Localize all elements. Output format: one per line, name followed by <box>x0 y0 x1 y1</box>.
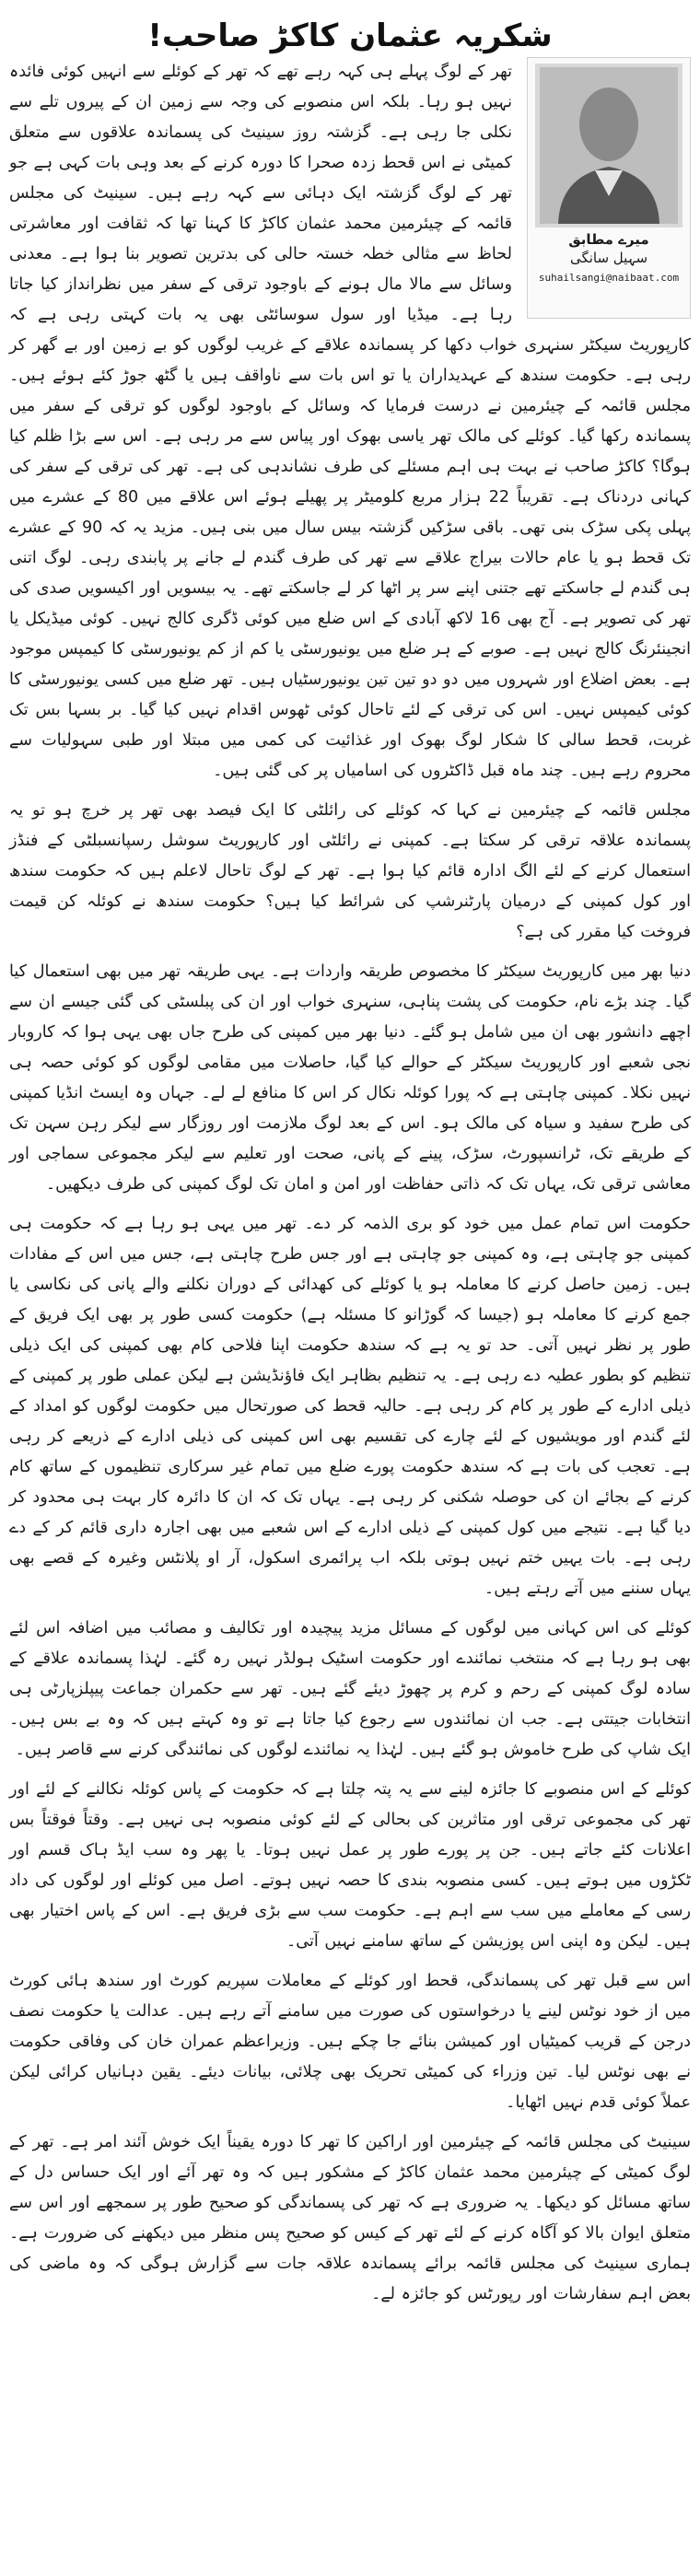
article-paragraph: مجلس قائمہ کے چیئرمین نے کہا کہ کوئلے کی رائلٹی کا ایک فیصد بھی تھر پر خرچ ہو تو یہ پسماندہ علاقہ ترقی کر سکتا ہے۔ کمپنی نے رائلٹی اور کارپوریٹ سوشل رسپانسبلٹی کے فنڈز استعمال کرنے کے لئے الگ ادارہ قائم کیا ہوا ہے۔ تھر کے لوگ تاحال لاعلم ہیں کہ حکومت سندھ اور کول کمپنی کے درمیان پارٹنرشپ کی شرائط کیا ہیں؟ حکومت سندھ نے کوئلہ کن قیمت فروخت کیا مقرر کی ہے؟ <box>9 801 691 941</box>
article-paragraph: سینیٹ کی مجلس قائمہ کے چیئرمین اور اراکین کا تھر کا دورہ یقیناً ایک خوش آئند امر ہے۔ تھر کے لوگ کمیٹی کے چیئرمین محمد عثمان کاکڑ کے مشکور ہیں کہ وہ تھر آئے اور ایک حساس دل کے ساتھ مسائل کو دیکھا۔ یہ ضروری ہے کہ تھر کی پسماندگی کو صحیح طور پر سمجھے اور اس سے متعلق ایوان بالا کو آگاہ کرنے کے لئے تھر کے کیس کو صحیح پس منظر میں دیکھنے کی ضرورت ہے۔ ہماری سینیٹ کی مجلس قائمہ برائے پسماندہ علاقہ جات سے گزارش ہوگی کہ وہ ماضی کی بعض اہم سفارشات اور رپورٹس کو جائزہ لے۔ <box>9 2133 691 2303</box>
article-title: شکریہ عثمان کاکڑ صاحب! <box>147 17 553 54</box>
article-paragraph: دنیا بھر میں کارپوریٹ سیکٹر کا مخصوص طریقہ واردات ہے۔ یہی طریقہ تھر میں بھی استعمال کیا گیا۔ چند بڑے نام، حکومت کی پشت پناہی، سنہری خواب اور ان کی پبلسٹی کی گئی جیسے ان سے اچھے دانشور بھی ان میں شامل ہو گئے۔ دنیا بھر میں کمپنی کی طرح جاں بھی یہی ہوا کہ کاروبار نجی شعبے اور کارپوریٹ سیکٹر کے حوالے کیا گیا، حاصلات میں مقامی لوگوں کو کوئی حصہ ہی نہیں نکلا۔ کمپنی چاہتی ہے کہ پورا کوئلہ نکال کر اس کا منافع لے لے۔ جہاں وہ ایسٹ انڈیا کمپنی کی طرح سفید و سیاہ کی مالک ہو۔ اس کے بعد لوگ ملازمت اور روزگار سے لیکر رہن سہن تک کے طریقے تک، ٹرانسپورٹ، سڑک، پینے کے پانی، صحت اور تعلیم سے لیکر مجموعی سماجی اور معاشی ترقی تک، یہاں تک کہ ذاتی حفاظت اور امن و امان تک لوگ کمپنی کی طرف دیکھیں۔ <box>9 962 691 1194</box>
author-email[interactable]: suhailsangi@naibaat.com <box>538 272 680 284</box>
article-body <box>9 57 691 2319</box>
article-paragraph: حکومت اس تمام عمل میں خود کو بری الذمہ کر دے۔ تھر میں یہی ہو رہا ہے کہ حکومت ہی کمپنی جو چاہتی ہے، وہ کمپنی جو چاہتی ہے اور جس طرح چاہتی ہے، جس میں اس کے مفادات ہیں۔ زمین حاصل کرنے کا معاملہ ہو یا کوئلے کی کھدائی کے دوران نکلنے والے پانی کی نکاسی یا جمع کرنے کا معاملہ ہو (جیسا کہ گوڑانو کا مسئلہ ہے) حکومت کسی طور پر بھی ایک فریق کے طور پر نظر نہیں آتی۔ حد تو یہ ہے کہ سندھ حکومت اپنا فلاحی کام بھی کمپنی کی ایک ذیلی تنظیم کو بطور عطیہ دے رہی ہے۔ یہ تنظیم بظاہر ایک فاؤنڈیشن ہے لیکن عملی طور پر کمپنی کے ذیلی ادارے کے طور پر کام کر رہی ہے۔ حالیہ قحط کی صورتحال میں حکومت لوگوں کو امداد کے لئے گندم اور مویشیوں کے لئے چارے کی تقسیم بھی اس کمپنی کی ذیلی ادارے کے ذریعے کر رہی ہے۔ تعجب کی بات ہے کہ سندھ حکومت پورے ضلع میں تمام غیر سرکاری تنظیموں کے ساتھ کام کرنے کے بجائے ان کی حوصلہ شکنی کر رہی ہے۔ یہاں تک کہ ان کا دائرہ کار بہت ہی محدود کر دیا گیا ہے۔ نتیجے میں کول کمپنی کے ذیلی ادارے کے اس شعبے میں بھی اجارہ داری قائم کر کے دے رہی ہے۔ بات یہیں ختم نہیں ہوتی بلکہ اب پرائمری اسکول، آر او پلانٹس وغیرہ کے قصے بھی یہاں سننے میں آتے رہتے ہیں۔ <box>9 1215 691 1598</box>
article-paragraph: اس سے قبل تھر کی پسماندگی، قحط اور کوئلے کے معاملات سپریم کورٹ اور سندھ ہائی کورٹ میں از خود نوٹس لینے یا درخواستوں کی صورت میں سامنے آتے رہے ہیں۔ عدالت یا حکومت نصف درجن کے قریب کمیٹیاں اور کمیشن بنائے جا چکے ہیں۔ وزیراعظم عمران خان کی وفاقی حکومت نے بھی نوٹس لیا۔ تین وزراء کی کمیٹی تحریک بھی چلائی، بیانات دیئے۔ یقین دہانیاں کرائی لیکن عملاً کوئی قدم نہیں اٹھایا۔ <box>9 1972 691 2112</box>
column-name: میرے مطابق <box>568 231 649 248</box>
article-paragraph: کوئلے کے اس منصوبے کا جائزہ لینے سے یہ پتہ چلتا ہے کہ حکومت کے پاس کوئلہ نکالنے کے لئے اور تھر کی مجموعی ترقی اور متاثرین کی بحالی کے لئے کوئی منصوبہ ہی نہیں ہے۔ وقتاً فوقتاً بس اعلانات کئے جاتے ہیں۔ جن پر پورے طور پر عمل نہیں ہوتا۔ یا پھر وہ سب ایڈ ہاک قسم اور ٹکڑوں میں ہوتے ہیں۔ کسی منصوبہ بندی کا حصہ نہیں ہوتے۔ اصل میں کوئلے اور لوگوں کی داد رسی کے معاملے میں سب سے اہم ہے۔ حکومت سب سے بڑی فریق ہے۔ اس کے پاس اختیار بھی ہیں۔ لیکن وہ اپنی اس پوزیشن کے ساتھ سامنے نہیں آتی۔ <box>9 1780 691 1951</box>
article-paragraph: تھر کے لوگ پہلے ہی کہہ رہے تھے کہ تھر کے کوئلے سے انہیں کوئی فائدہ نہیں ہو رہا۔ بلکہ اس منصوبے کی وجہ سے زمین ان کے پیروں تلے سے نکلی جا رہی ہے۔ گزشتہ روز سینیٹ کی پسماندہ علاقوں سے متعلق کمیٹی نے اس قحط زدہ صحرا کا دورہ کرنے کے بعد وہی بات کہی ہے جو تھر کے لوگ گزشتہ ایک دہائی سے کہہ رہے ہیں۔ سینیٹ کی مجلس قائمہ کے چیئرمین محمد عثمان کاکڑ کا کہنا تھا کہ ثقافت اور معاشرتی لحاظ سے مثالی خطہ خستہ حالی کی بدترین تصویر بنا ہوا ہے۔ معدنی وسائل سے مالا مال ہونے کے باوجود ترقی کے سفر میں نظرانداز کیا جاتا رہا ہے۔ میڈیا اور سول سوسائٹی بھی یہ بات کہتی رہی ہے کہ کارپوریٹ سیکٹر سنہری خواب دکھا کر پسماندہ علاقے کے غریب لوگوں کو بے زمین اور بے گھر کر رہی ہے۔ حکومت سندھ کے عہدیداران یا تو اس بات سے ناواقف ہیں یا گٹھ جوڑ کئے ہوئے ہیں۔ مجلس قائمہ کے چیئرمین نے درست فرمایا کہ وسائل کے باوجود لوگوں کو ترقی کے سفر میں پسماندہ رکھا گیا۔ کوئلے کی مالک تھر یاسی بھوک اور پیاس سے مر رہی ہے۔ اس سے بڑا ظلم کیا ہوگا؟ کاکڑ صاحب نے بہت ہی اہم مسئلے کی طرف نشاندہی کی ہے۔ تھر کی ترقی کے سفر کی کہانی دردناک ہے۔ تقریباً 22 ہزار مربع کلومیٹر پر پھیلے ہوئے اس علاقے میں 80 کے عشرے میں پہلی پکی سڑک بنی تھی۔ باقی سڑکیں گزشتہ بیس سال میں بنی ہیں۔ مزید یہ کہ 90 کے عشرے تک قحط ہو یا عام حالات بیراج علاقے سے تھر کی طرف گندم لے جانے پر پابندی رہی۔ لوگ اتنی ہی گندم لے جاسکتے تھے جتنی اپنے سر پر اٹھا کر لے جاسکتے تھے۔ یہ بیسویں اور اکیسویں صدی کی تھر کی تصویر ہے۔ آج بھی 16 لاکھ آبادی کے اس ضلع میں کوئی ڈگری کالج نہیں۔ کوئی میڈیکل یا انجینئرنگ کالج نہیں ہے۔ صوبے کے ہر ضلع میں یونیورسٹی یا کم از کم یونیورسٹی کا کیمپس موجود ہے۔ بعض اضلاع اور شہروں میں دو دو تین تین یونیورسٹیاں ہیں۔ تھر ضلع میں کسی یونیورسٹی کا کوئی کیمپس نہیں۔ اس کی ترقی کے لئے تاحال کوئی ٹھوس اقدام نہیں کیا گیا۔ بر بسہا بس تک غربت، قحط سالی کا شکار لوگ بھوک اور غذائیت کی کمی میں مبتلا اور طبی سہولیات سے محروم رہے ہیں۔ چند ماہ قبل ڈاکٹروں کی اسامیاں پر کی گئی ہیں۔ <box>9 63 692 780</box>
author-box-spacer <box>519 57 691 326</box>
article-paragraph: کوئلے کی اس کہانی میں لوگوں کے مسائل مزید پیچیدہ اور تکالیف و مصائب میں اضافہ اس لئے بھی ہو رہا ہے کہ منتخب نمائندے اور حکومت اسٹیک ہولڈر نہیں رہ گئے۔ لہٰذا پسماندہ علاقے کے سادہ لوگ کمپنی کے رحم و کرم پر چھوڑ دیئے گئے ہیں۔ تھر سے حکمران جماعت پیپلزپارٹی ہی انتخابات جیتتی ہے۔ جب ان نمائندوں سے رجوع کیا جاتا ہے تو وہ کہتے ہیں کہ وہ بے بس ہیں۔ ایک شاپ کی طرح خاموش ہو گئے ہیں۔ لہٰذا یہ نمائندے لوگوں کی نمائندگی کرنے سے قاصر ہیں۔ <box>9 1619 691 1759</box>
author-name: سہیل سانگی <box>569 250 648 266</box>
